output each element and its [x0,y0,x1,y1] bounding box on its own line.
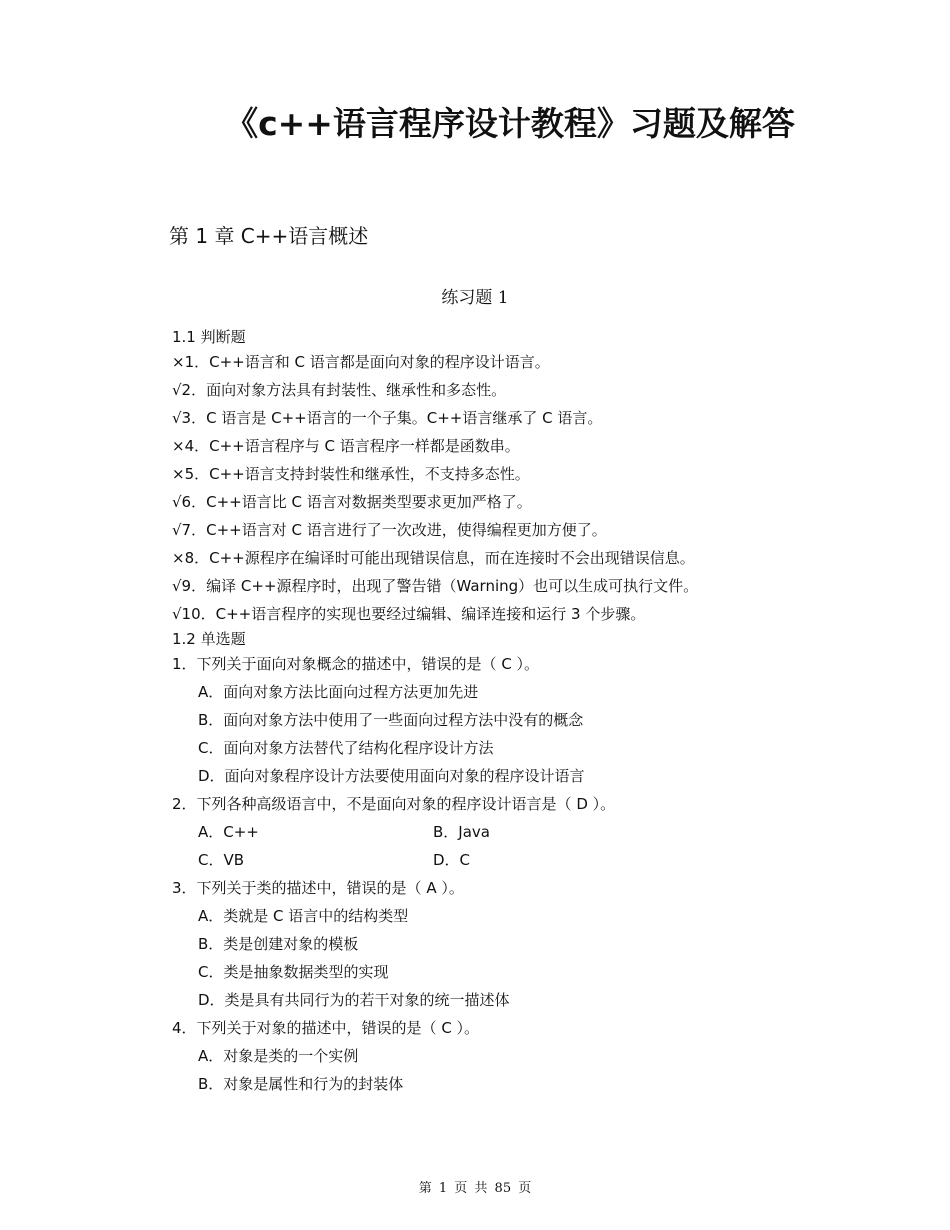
judge-item: ×1．C++语言和 C 语言都是面向对象的程序设计语言。 [172,353,550,371]
question-stem: 1．下列关于面向对象概念的描述中，错误的是（ C ）。 [172,655,540,673]
question-option: D．C [433,851,471,869]
judge-item: √7．C++语言对 C 语言进行了一次改进，使得编程更加方便了。 [172,521,607,539]
question-option: D．面向对象程序设计方法要使用面向对象的程序设计语言 [198,767,585,785]
question-stem: 4．下列关于对象的描述中，错误的是（ C ）。 [172,1019,480,1037]
question-option: B．面向对象方法中使用了一些面向过程方法中没有的概念 [198,711,584,729]
question-option: C．面向对象方法替代了结构化程序设计方法 [198,739,494,757]
question-option: A．C++ [198,823,259,841]
question-option: A．类就是 C 语言中的结构类型 [198,907,409,925]
chapter-heading: 第 1 章 C++语言概述 [169,224,369,248]
judge-item: ×5．C++语言支持封装性和继承性，不支持多态性。 [172,465,530,483]
section-heading-judge: 1.1 判断题 [172,328,246,346]
question-option: A．面向对象方法比面向过程方法更加先进 [198,683,479,701]
question-option: B．类是创建对象的模板 [198,935,359,953]
judge-item: √10．C++语言程序的实现也要经过编辑、编译连接和运行 3 个步骤。 [172,605,646,623]
judge-item: √6．C++语言比 C 语言对数据类型要求更加严格了。 [172,493,532,511]
question-stem: 3．下列关于类的描述中，错误的是（ A ）。 [172,879,464,897]
exercise-heading: 练习题 1 [441,288,509,308]
document-title: 《c++语言程序设计教程》习题及解答 [225,104,795,143]
section-heading-choice: 1.2 单选题 [172,630,246,648]
page-footer: 第 1 页 共 85 页 [418,1181,532,1196]
question-option: B．对象是属性和行为的封装体 [198,1075,404,1093]
content-body [172,326,872,1098]
question-option: B．Java [433,823,490,841]
option-row [172,818,872,846]
judge-item: √3．C 语言是 C++语言的一个子集。C++语言继承了 C 语言。 [172,409,603,427]
judge-item: √2．面向对象方法具有封装性、继承性和多态性。 [172,381,507,399]
question-option: C．类是抽象数据类型的实现 [198,963,389,981]
question-stem: 2．下列各种高级语言中，不是面向对象的程序设计语言是（ D ）。 [172,795,616,813]
option-row [172,846,872,874]
question-option: A．对象是类的一个实例 [198,1047,359,1065]
question-option: D．类是具有共同行为的若干对象的统一描述体 [198,991,510,1009]
judge-item: ×8．C++源程序在编译时可能出现错误信息，而在连接时不会出现错误信息。 [172,549,695,567]
judge-item: ×4．C++语言程序与 C 语言程序一样都是函数串。 [172,437,520,455]
judge-item: √9．编译 C++源程序时，出现了警告错（Warning）也可以生成可执行文件。 [172,577,699,595]
question-option: C．VB [198,851,245,869]
